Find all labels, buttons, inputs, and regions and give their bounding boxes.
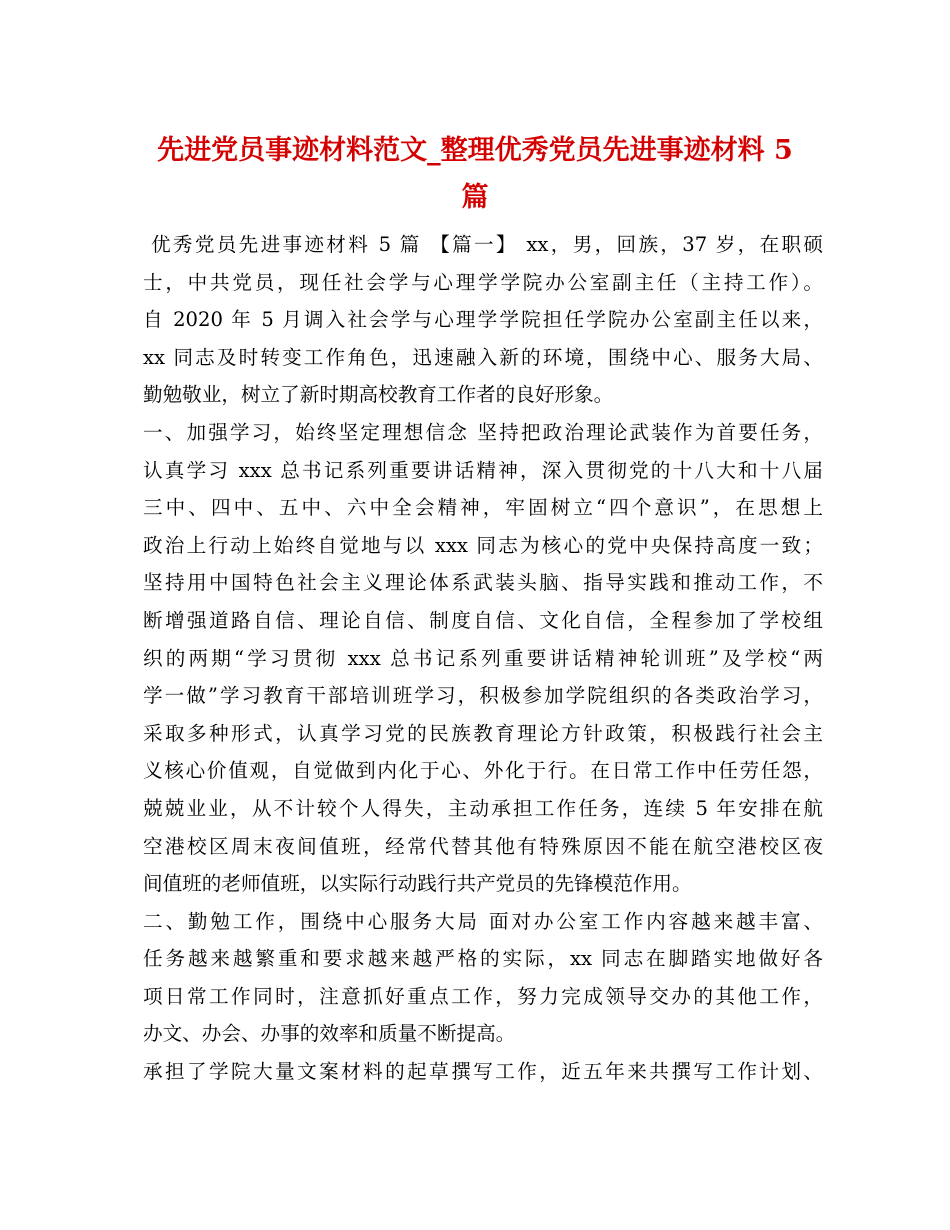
document-title-line-2: 篇 xyxy=(461,182,489,213)
document-title-line-1: 先进党员事迹材料范文_整理优秀党员先进事迹材料 5 xyxy=(157,135,793,166)
body-line: 优秀党员先进事迹材料 5 篇 【篇一】 xx，男，回族，37 岁，在职硕 xyxy=(151,233,823,256)
body-line: 任务越来越繁重和要求越来越严格的实际，xx 同志在脚踏实地做好各 xyxy=(143,947,823,971)
body-line: xx 同志及时转变工作角色，迅速融入新的环境，围绕中心、服务大局、 xyxy=(143,345,823,369)
body-line: 士，中共党员，现任社会学与心理学学院办公室副主任（主持工作）。 xyxy=(143,270,823,294)
body-line: 政治上行动上始终自觉地与以 xxx 同志为核心的党中央保持高度一致； xyxy=(143,533,823,557)
body-line: 承担了学院大量文案材料的起草撰写工作，近五年来共撰写工作计划、 xyxy=(143,1060,823,1084)
body-line: 义核心价值观，自觉做到内化于心、外化于行。在日常工作中任劳任怨， xyxy=(143,759,823,783)
body-line: 采取多种形式，认真学习党的民族教育理论方针政策，积极践行社会主 xyxy=(143,721,823,745)
body-line: 兢兢业业，从不计较个人得失，主动承担工作任务，连续 5 年安排在航 xyxy=(143,796,823,820)
body-line: 勤勉敬业，树立了新时期高校教育工作者的良好形象。 xyxy=(143,383,614,407)
body-line: 空港校区周末夜间值班，经常代替其他有特殊原因不能在航空港校区夜 xyxy=(143,834,823,858)
body-line: 项日常工作同时，注意抓好重点工作，努力完成领导交办的其他工作， xyxy=(143,984,823,1008)
body-line: 一、加强学习，始终坚定理想信念 坚持把政治理论武装作为首要任务， xyxy=(143,420,823,444)
body-line: 断增强道路自信、理论自信、制度自信、文化自信，全程参加了学校组 xyxy=(143,608,823,632)
document-body xyxy=(143,226,823,1091)
body-line: 二、勤勉工作，围绕中心服务大局 面对办公室工作内容越来越丰富、 xyxy=(143,909,823,933)
body-line: 认真学习 xxx 总书记系列重要讲话精神，深入贯彻党的十八大和十八届 xyxy=(143,458,823,482)
body-line: 织的两期“学习贯彻 xxx 总书记系列重要讲话精神轮训班”及学校“两 xyxy=(143,646,823,670)
body-line: 办文、办会、办事的效率和质量不断提高。 xyxy=(143,1022,516,1046)
body-line: 学一做”学习教育干部培训班学习，积极参加学院组织的各类政治学习， xyxy=(143,684,823,708)
body-line: 自 2020 年 5 月调入社会学与心理学学院担任学院办公室副主任以来， xyxy=(143,308,823,332)
body-line: 坚持用中国特色社会主义理论体系武装头脑、指导实践和推动工作，不 xyxy=(143,571,823,595)
body-line: 间值班的老师值班，以实际行动践行共产党员的先锋模范作用。 xyxy=(143,872,692,896)
body-line: 三中、四中、五中、六中全会精神，牢固树立“四个意识”，在思想上 xyxy=(143,496,823,520)
